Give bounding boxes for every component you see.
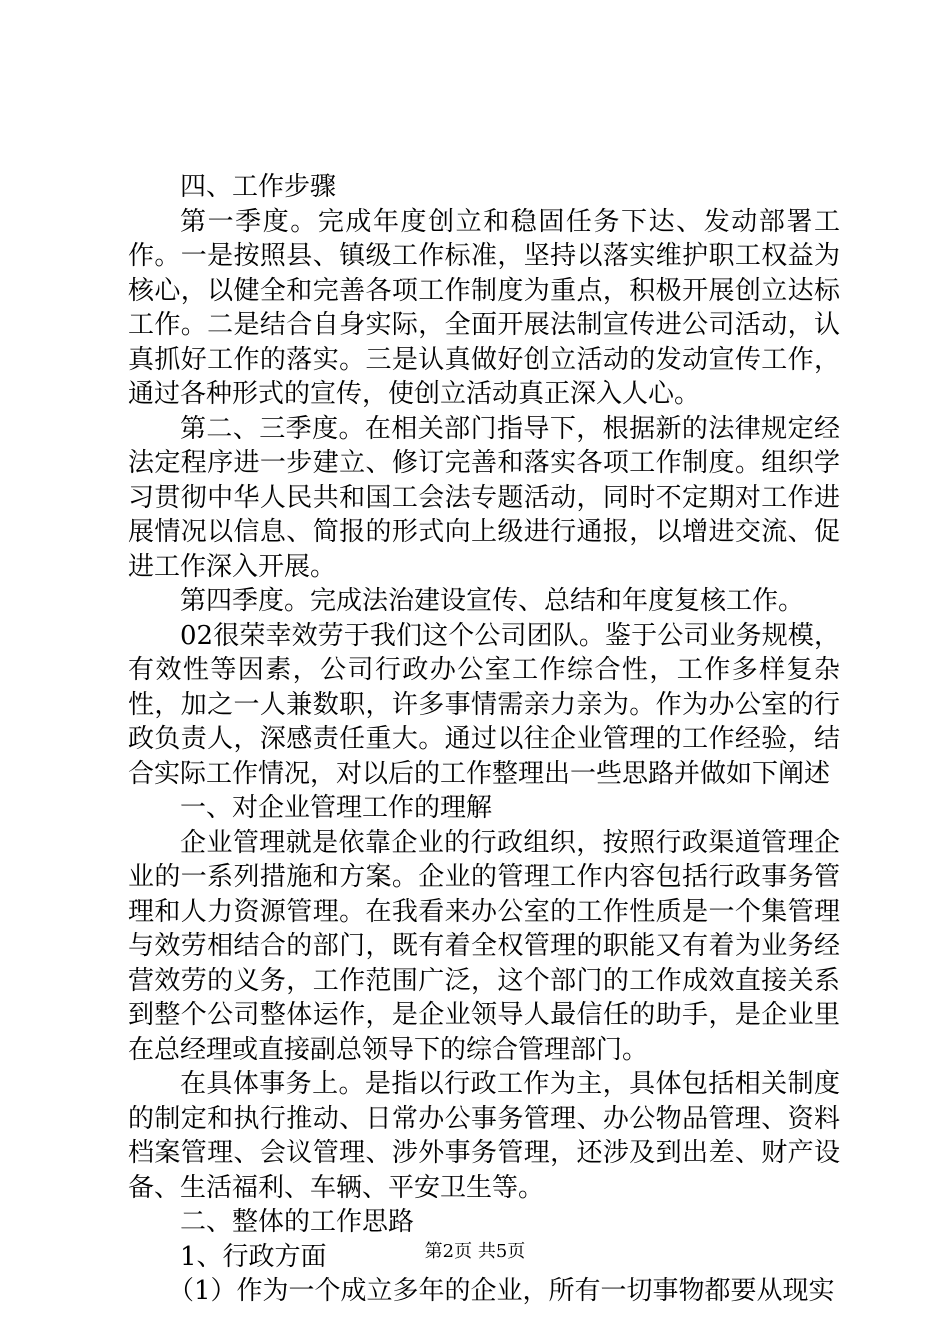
paragraph-team-intro: 02很荣幸效劳于我们这个公司团队。鉴于公司业务规模，有效性等因素，公司行政办公室工作综合性，工作多样复杂性，加之一人兼数职，许多事情需亲力亲为。作为办公室的行政负责人，深感责任重大。通过以往企业管理的工作经验，结合实际工作情况，对以后的工作整理出一些思路并做如下阐述: [128, 620, 840, 789]
section-heading-work-steps: 四、工作步骤: [180, 172, 337, 202]
paragraph-specific-affairs: 在具体事务上。是指以行政工作为主，具体包括相关制度的制定和执行推动、日常办公事务管理、办公物品管理、资料档案管理、会议管理、涉外事务管理，还涉及到出差、财产设备、生活福利、车辆、平安卫生等。: [128, 1069, 840, 1203]
page-number-footer: 第2页 共5页: [424, 1241, 526, 1262]
section-heading-overall-approach: 二、整体的工作思路: [180, 1207, 415, 1237]
paragraph-fourth-quarter: 第四季度。完成法治建设宣传、总结和年度复核工作。: [180, 586, 805, 616]
paragraph-second-third-quarter: 第二、三季度。在相关部门指导下，根据新的法律规定经法定程序进一步建立、修订完善和落实各项工作制度。组织学习贯彻中华人民共和国工会法专题活动，同时不定期对工作进展情况以信息、简报的形式向上级进行通报，以增进交流、促进工作深入开展。: [128, 413, 840, 582]
section-heading-understanding: 一、对企业管理工作的理解: [180, 793, 493, 823]
paragraph-first-quarter: 第一季度。完成年度创立和稳固任务下达、发动部署工作。一是按照县、镇级工作标准，坚持以落实维护职工权益为核心，以健全和完善各项工作制度为重点，积极开展创立达标工作。二是结合自身实际，全面开展法制宣传进公司活动，认真抓好工作的落实。三是认真做好创立活动的发动宣传工作，通过各种形式的宣传，使创立活动真正深入人心。: [128, 206, 840, 409]
document-body: [128, 170, 840, 1309]
subheading-administration: 1、行政方面: [180, 1241, 327, 1272]
paragraph-item-1: （1）作为一个成立多年的企业，所有一切事物都要从现实: [168, 1276, 835, 1306]
paragraph-management-definition: 企业管理就是依靠企业的行政组织，按照行政渠道管理企业的一系列措施和方案。企业的管理工作内容包括行政事务管理和人力资源管理。在我看来办公室的工作性质是一个集管理与效劳相结合的部门，既有着全权管理的职能又有着为业务经营效劳的义务，工作范围广泛，这个部门的工作成效直接关系到整个公司整体运作，是企业领导人最信任的助手，是企业里在总经理或直接副总领导下的综合管理部门。: [128, 827, 840, 1065]
